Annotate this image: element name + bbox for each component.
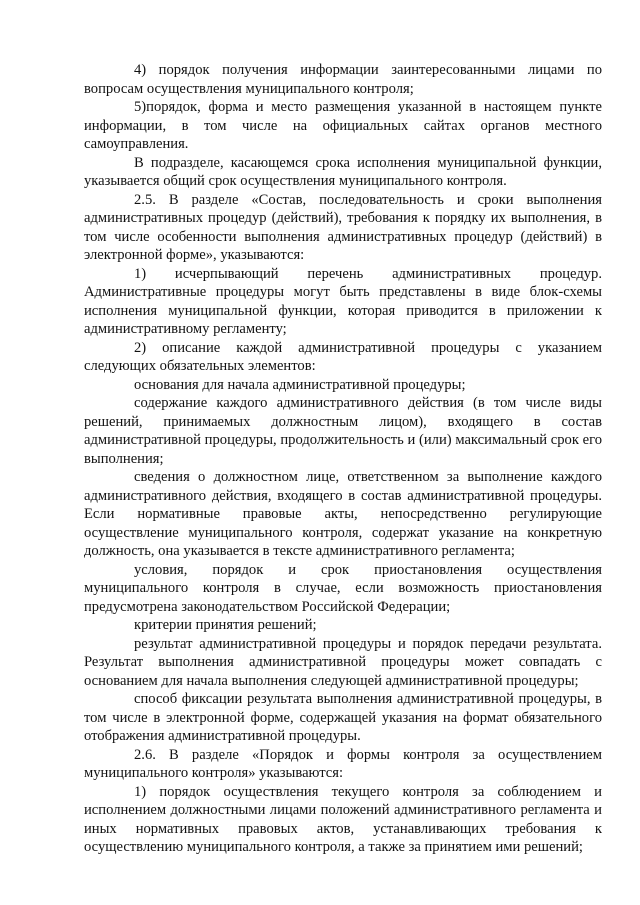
paragraph-responsible-official: сведения о должностном лице, ответственном за выполнение каждого административного действия, входящего в состав административной процедуры. Если нормативные правовые акты, непосредственно регулирующие осуществление муниципального контроля, содержат указание на конкретную должность, она указывается в тексте административного регламента; — [84, 469, 602, 559]
paragraph-action-content: содержание каждого административного действия (в том числе виды решений, принимаемых должностным лицом), входящего в состав административной процедуры, продолжительность и (или) максимальный срок его выполнения; — [84, 395, 602, 467]
paragraph-deadline: В подразделе, касающемся срока исполнения муниципальной функции, указывается общий срок осуществления муниципального контроля. — [84, 154, 602, 189]
paragraph-info-placement: 5)порядок, форма и место размещения указанной в настоящем пункте информации, в том числе на официальных сайтах органов местного самоуправления. — [84, 99, 602, 152]
paragraph-result-fixation: способ фиксации результата выполнения административной процедуры, в том числе в электронной форме, содержащей указания на формат обязательного отображения административной процедуры. — [84, 691, 602, 744]
paragraph-procedure-result: результат административной процедуры и порядок передачи результата. Результат выполнения административной процедуры может совпадать с основанием для начала выполнения следующей административной процедуры; — [84, 635, 602, 689]
paragraph-section-2-5: 2.5. В разделе «Состав, последовательность и сроки выполнения административных процедур (действий), требования к порядку их выполнения, в том числе особенности выполнения административных процедур (действий) в электронной форме», указываются: — [84, 191, 602, 263]
paragraph-grounds: основания для начала административной процедуры; — [134, 376, 466, 393]
paragraph-procedures-list: 1) исчерпывающий перечень административных процедур. Административные процедуры могут быть представлены в виде блок-схемы исполнения муниципальной функции, которая приводится в приложении к административному регламенту; — [84, 265, 602, 337]
paragraph-procedure-description: 2) описание каждой административной процедуры с указанием следующих обязательных элементов: — [84, 339, 602, 374]
paragraph-section-2-6: 2.6. В разделе «Порядок и формы контроля за осуществлением муниципального контроля» указываются: — [84, 746, 602, 781]
paragraph-info-procedure: 4) порядок получения информации заинтересованными лицами по вопросам осуществления муниципального контроля; — [84, 62, 602, 97]
paragraph-suspension: условия, порядок и срок приостановления осуществления муниципального контроля в случае, если возможность приостановления предусмотрена законодательством Российской Федерации; — [84, 561, 602, 615]
paragraph-decision-criteria: критерии принятия решений; — [134, 617, 317, 633]
document-page — [84, 61, 602, 857]
paragraph-current-control: 1) порядок осуществления текущего контроля за соблюдением и исполнением должностными лицами положений административного регламента и иных нормативных правовых актов, устанавливающих требования к осуществлению муниципального контроля, а также за принятием ими решений; — [84, 783, 602, 855]
